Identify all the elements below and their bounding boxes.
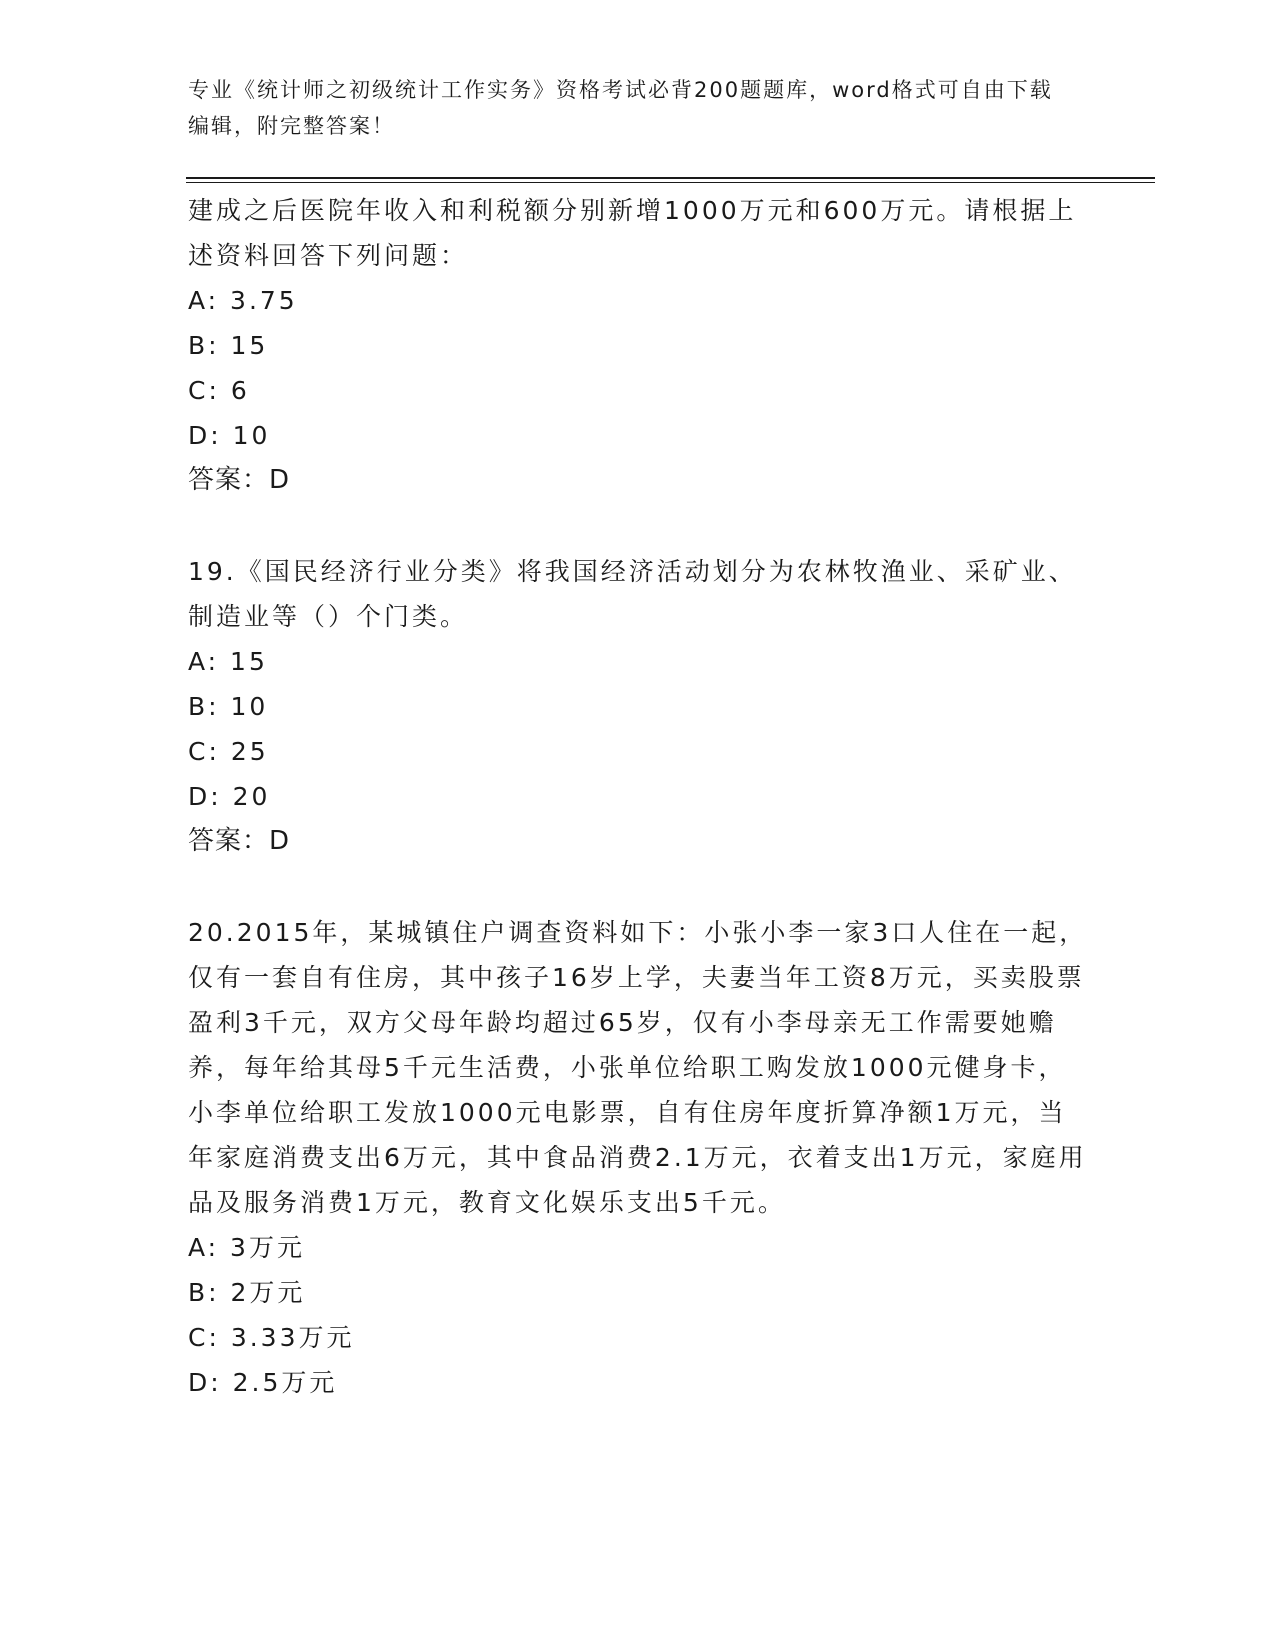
question-block-20	[188, 910, 1088, 1405]
answer-line: 答案：D	[188, 826, 291, 856]
option-a: A: 3万元	[188, 1233, 305, 1262]
option-c: C: 3.33万元	[188, 1323, 355, 1352]
question-block-18	[188, 188, 1088, 503]
question-content	[188, 188, 1088, 1405]
option-b: B: 10	[188, 692, 269, 721]
question-text: 20.2015年，某城镇住户调查资料如下：小张小李一家3口人住在一起，仅有一套自有住房，其中孩子16岁上学，夫妻当年工资8万元，买卖股票盈利3千元，双方父母年龄均超过65岁，仅有小李母亲无工作需要她赡养，每年给其母5千元生活费，小张单位给职工购发放1000元健身卡，小李单位给职工发放1000元电影票，自有住房年度折算净额1万元，当年家庭消费支出6万元，其中食品消费2.1万元，衣着支出1万元，家庭用品及服务消费1万元，教育文化娱乐支出5千元。	[188, 918, 1088, 1217]
header-rule-thick	[186, 177, 1155, 179]
option-c: C: 25	[188, 737, 269, 766]
option-c: C: 6	[188, 376, 250, 405]
spacer	[188, 864, 1088, 910]
option-d: D: 20	[188, 782, 271, 811]
option-d: D: 10	[188, 421, 271, 450]
question-text: 建成之后医院年收入和利税额分别新增1000万元和600万元。请根据上述资料回答下列问题：	[188, 196, 1077, 270]
option-b: B: 2万元	[188, 1278, 306, 1307]
option-b: B: 15	[188, 331, 269, 360]
page-header: 专业《统计师之初级统计工作实务》资格考试必背200题题库，word格式可自由下载编辑，附完整答案！	[188, 78, 1053, 138]
header-rule-thin	[186, 182, 1155, 183]
option-a: A: 15	[188, 647, 268, 676]
answer-line: 答案：D	[188, 465, 291, 495]
question-text: 19.《国民经济行业分类》将我国经济活动划分为农林牧渔业、采矿业、制造业等（）个门类。	[188, 557, 1077, 631]
option-d: D: 2.5万元	[188, 1368, 338, 1397]
option-a: A: 3.75	[188, 286, 298, 315]
question-block-19	[188, 549, 1088, 864]
spacer	[188, 503, 1088, 549]
